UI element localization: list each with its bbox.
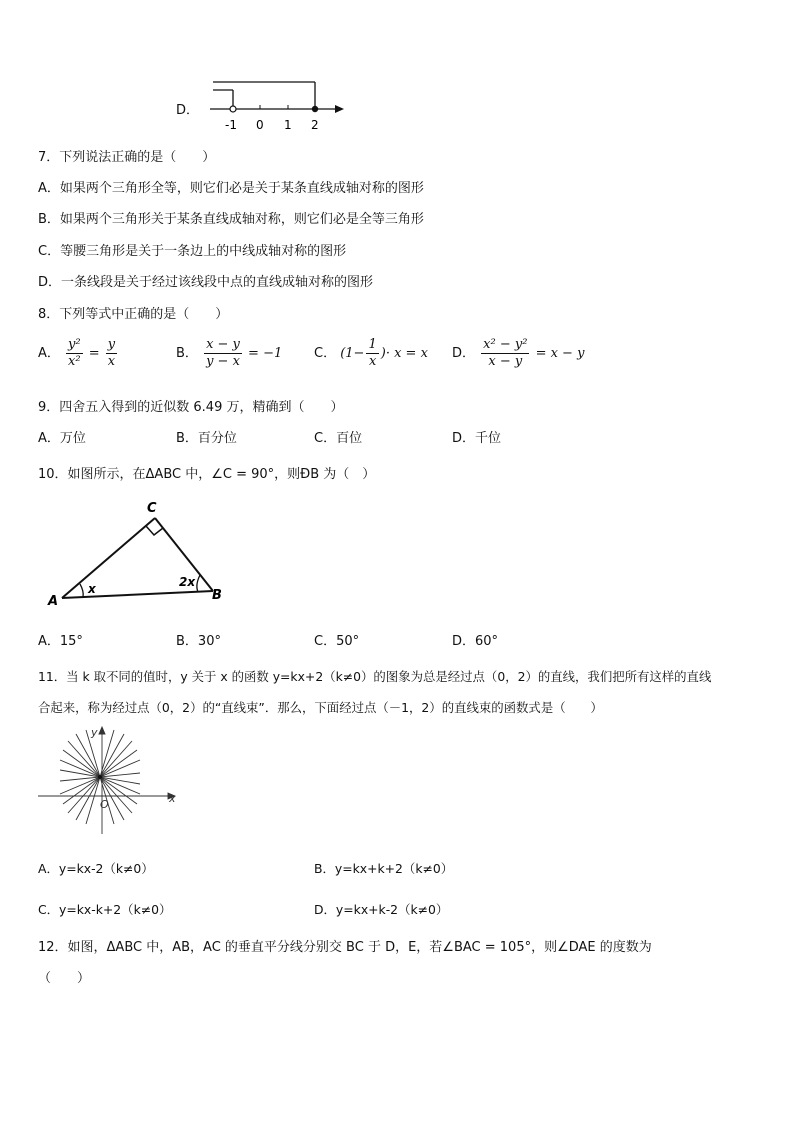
q10-option-b: B．30° <box>176 634 221 649</box>
q7-option-a: A．如果两个三角形全等，则它们必是关于某条直线成轴对称的图形 <box>38 181 424 196</box>
q11-option-c: C．y=kx-k+2（k≠0） <box>38 902 172 917</box>
q10-option-d: D．60° <box>452 634 499 649</box>
x-axis-label: x <box>169 792 176 805</box>
q12-stem-line1: 12．如图，ΔABC 中，AB，AC 的垂直平分线分别交 BC 于 D，E，若∠BAC = 105°，则∠DAE 的度数为 <box>38 940 652 955</box>
q11-stem-line1: 11．当 k 取不同的值时，y 关于 x 的函数 y=kx+2（k≠0）的图象为总是经过点（0，2）的直线，我们把所有这样的直线 <box>38 669 712 684</box>
angle-b-label: 2x <box>179 575 196 589</box>
q10-triangle-figure <box>40 495 230 610</box>
tick-label: 1 <box>284 118 292 132</box>
q10-stem: 10．如图所示，在ΔABC 中，∠C = 90°，则ÐB 为（ ） <box>38 467 376 482</box>
q11-line-bundle-figure <box>38 724 178 836</box>
option-d-label: D． <box>176 103 200 118</box>
q8-option-c: C． (1− $\frac{1}{x}$ )· x = x <box>314 337 428 369</box>
q9-option-b: B．百分位 <box>176 431 237 446</box>
y-axis-label: y <box>91 726 98 739</box>
q8-option-b: B． $\frac{x - y}{y - x}$ = −1 <box>176 337 283 369</box>
q11-option-a: A．y=kx-2（k≠0） <box>38 861 154 876</box>
q8-stem: 8．下列等式中正确的是（ ） <box>38 307 229 322</box>
tick-label: -1 <box>225 118 237 132</box>
number-line-figure <box>205 74 350 134</box>
q11-stem-line2: 合起来，称为经过点（0，2）的“直线束”．那么，下面经过点（－1，2）的直线束的函数式是（ ） <box>38 700 603 715</box>
q10-option-c: C．50° <box>314 634 360 649</box>
q9-stem: 9．四舍五入得到的近似数 6.49 万，精确到（ ） <box>38 400 344 415</box>
q7-option-d: D．一条线段是关于经过该线段中点的直线成轴对称的图形 <box>38 275 374 290</box>
vertex-b-label: B <box>212 588 222 603</box>
q9-option-c: C．百位 <box>314 431 363 446</box>
q7-option-b: B．如果两个三角形关于某条直线成轴对称，则它们必是全等三角形 <box>38 212 424 227</box>
q8-option-a: A． $\frac{\text{y²}}{\text{x²}}$ = $\frac{y}{x}$ <box>38 337 116 369</box>
origin-label: O <box>100 798 109 811</box>
vertex-c-label: C <box>147 501 157 516</box>
q11-option-b: B．y=kx+k+2（k≠0） <box>314 861 454 876</box>
q7-option-c: C．等腰三角形是关于一条边上的中线成轴对称的图形 <box>38 244 347 259</box>
tick-label: 0 <box>256 118 264 132</box>
q8-option-d: D． $\frac{\text{x² − y²}}{x - y}$ = x − y <box>452 337 585 369</box>
q11-option-d: D．y=kx+k-2（k≠0） <box>314 902 449 917</box>
angle-a-label: x <box>88 582 96 596</box>
q10-option-a: A．15° <box>38 634 83 649</box>
q7-stem: 7．下列说法正确的是（ ） <box>38 150 216 165</box>
q12-stem-line2: （ ） <box>38 971 91 986</box>
vertex-a-label: A <box>48 594 59 609</box>
tick-label: 2 <box>311 118 319 132</box>
q9-option-d: D．千位 <box>452 431 502 446</box>
q9-option-a: A．万位 <box>38 431 86 446</box>
